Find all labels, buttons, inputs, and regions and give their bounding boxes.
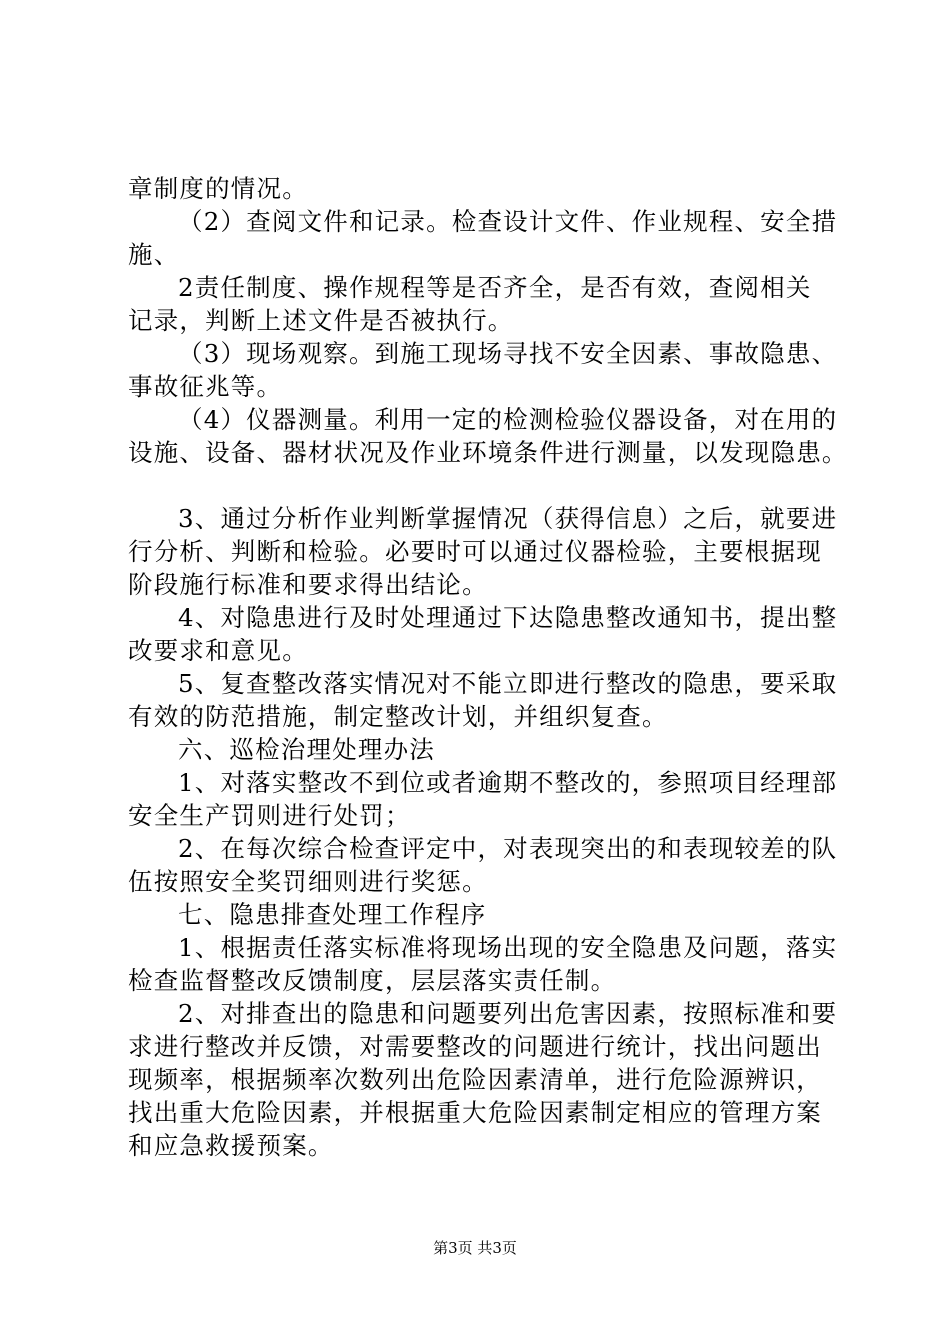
text-line: 4、对隐患进行及时处理通过下达隐患整改通知书，提出整 xyxy=(178,603,838,632)
text-line: （2）查阅文件和记录。检查设计文件、作业规程、安全措 xyxy=(178,207,838,236)
text-line: 现频率，根据频率次数列出危险因素清单，进行危险源辨识， xyxy=(128,1065,822,1094)
text-line: 章制度的情况。 xyxy=(128,174,308,203)
text-line: 事故征兆等。 xyxy=(128,372,283,401)
text-line: 找出重大危险因素，并根据重大危险因素制定相应的管理方案 xyxy=(128,1098,822,1127)
text-line: 3、通过分析作业判断掌握情况（获得信息）之后，就要进 xyxy=(178,504,838,533)
section-heading: 六、巡检治理处理办法 xyxy=(178,735,435,764)
text-line: 1、根据责任落实标准将现场出现的安全隐患及问题，落实 xyxy=(178,933,838,962)
text-line: 记录，判断上述文件是否被执行。 xyxy=(128,306,514,335)
text-line: 行分析、判断和检验。必要时可以通过仪器检验，主要根据现 xyxy=(128,537,822,566)
text-line: 和应急救援预案。 xyxy=(128,1131,334,1160)
text-line: 有效的防范措施，制定整改计划，并组织复查。 xyxy=(128,702,668,731)
page-number-footer: 第3页 共3页 xyxy=(433,1239,517,1257)
text-line: 2、对排查出的隐患和问题要列出危害因素，按照标准和要 xyxy=(178,999,838,1028)
text-line: 1、对落实整改不到位或者逾期不整改的，参照项目经理部 xyxy=(178,768,838,797)
text-line: 2、在每次综合检查评定中，对表现突出的和表现较差的队 xyxy=(178,834,838,863)
text-line: 设施、设备、器材状况及作业环境条件进行测量，以发现隐患。 xyxy=(128,438,848,467)
text-line: （4）仪器测量。利用一定的检测检验仪器设备，对在用的 xyxy=(178,405,838,434)
text-line: 施、 xyxy=(128,240,180,269)
text-line: 2责任制度、操作规程等是否齐全，是否有效，查阅相关 xyxy=(178,273,812,302)
text-line: 安全生产罚则进行处罚； xyxy=(128,801,411,830)
text-line: 伍按照安全奖罚细则进行奖惩。 xyxy=(128,867,488,896)
text-line: 改要求和意见。 xyxy=(128,636,308,665)
text-line: 求进行整改并反馈，对需要整改的问题进行统计，找出问题出 xyxy=(128,1032,822,1061)
section-heading: 七、隐患排查处理工作程序 xyxy=(178,900,487,929)
text-line: 检查监督整改反馈制度，层层落实责任制。 xyxy=(128,966,617,995)
text-line: （3）现场观察。到施工现场寻找不安全因素、事故隐患、 xyxy=(178,339,838,368)
text-line: 5、复查整改落实情况对不能立即进行整改的隐患，要采取 xyxy=(178,669,838,698)
text-line: 阶段施行标准和要求得出结论。 xyxy=(128,570,488,599)
